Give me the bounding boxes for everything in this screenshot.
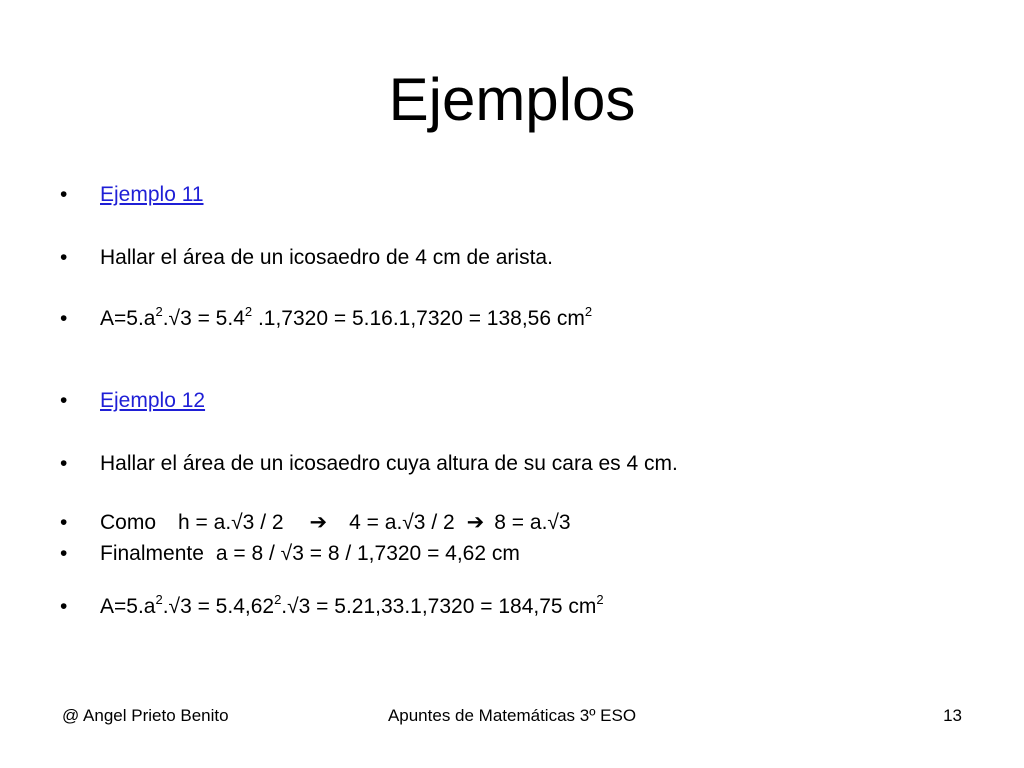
formula-exponent: 2 [155,592,163,607]
arrow-right-icon: ➔ [309,511,328,534]
finalmente-equation: a = 8 / √3 = 8 / 1,7320 = 4,62 cm [215,542,520,565]
footer-course: Apuntes de Matemáticas 3º ESO [387,706,637,725]
bullet-icon: • [60,511,68,534]
footer-page-number: 13 [943,706,962,725]
formula-part: .√3 = 5.21,33.1,7320 = 184,75 cm [281,595,597,618]
formula-part: .1,7320 = 5.16.1,7320 = 138,56 cm [252,307,585,330]
formula-exponent: 2 [244,304,253,319]
example-12-formula [100,590,604,624]
como-equation-2: 4 = a.√3 / 2 [349,511,455,534]
slide-title: Ejemplos [388,66,636,133]
example-11-formula [100,302,592,336]
example-12-finalmente-line [100,537,520,571]
example-11-link[interactable]: Ejemplo 11 [100,183,204,206]
bullet-icon: • [60,183,68,206]
example-11-statement-text: Hallar el área de un icosaedro de 4 cm de arista. [100,246,553,269]
bullet-example-12-statement [60,447,960,481]
bullet-example-11-heading[interactable] [60,178,960,212]
bullet-example-12-finalmente [60,537,960,571]
footer-author: @ Angel Prieto Benito [62,706,229,725]
bullet-example-12-heading[interactable] [60,384,960,418]
bullet-example-12-formula [60,590,960,624]
formula-exponent: 2 [155,304,163,319]
bullet-icon: • [60,246,68,269]
formula-part: A=5.a [100,595,156,618]
bullet-example-12-como [60,506,960,540]
arrow-right-icon: ➔ [466,511,485,534]
formula-part: .√3 = 5.4 [162,307,245,330]
como-equation-3: 8 = a.√3 [494,511,571,534]
example-12-statement-text: Hallar el área de un icosaedro cuya altura de su cara es 4 cm. [100,452,678,475]
formula-exponent: 2 [584,304,593,319]
bullet-icon: • [60,389,68,412]
bullet-icon: • [60,307,68,330]
finalmente-word: Finalmente [100,542,204,565]
formula-exponent: 2 [596,592,604,607]
formula-part: .√3 = 5.4,62 [162,595,275,618]
bullet-example-11-formula [60,302,960,336]
bullet-icon: • [60,452,68,475]
bullet-icon: • [60,595,68,618]
como-word: Como [100,511,157,534]
example-12-como-line [100,506,571,540]
example-12-link[interactable]: Ejemplo 12 [100,389,206,412]
formula-part: A=5.a [100,307,156,330]
bullet-example-11-statement [60,241,960,275]
bullet-icon: • [60,542,68,565]
como-equation-1: h = a.√3 / 2 [178,511,284,534]
formula-exponent: 2 [274,592,282,607]
